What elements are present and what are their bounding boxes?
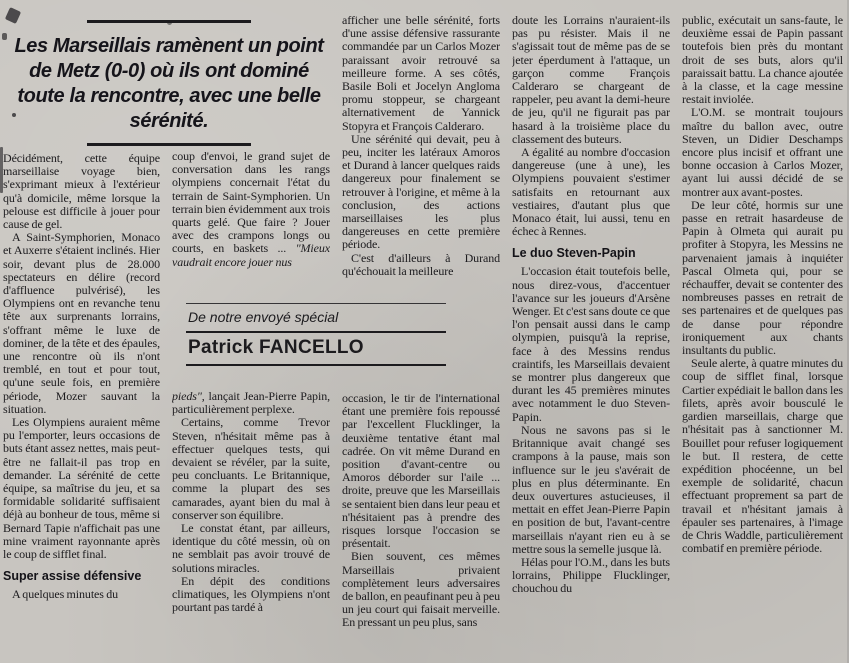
column-5	[682, 14, 843, 660]
paragraph: Nous ne savons pas si le Britannique avait changé ses crampons à la pause, mais son influence sur le jeu s'avérait de plus en plus déterminante. En deux ouvertures astucieuses, il mettait en effet Jean-Pierre Papin en position de but, l'avant-centre marseillais n'ayant rien eu à se mettre sous la semelle jusque là.	[512, 422, 670, 556]
column-4	[512, 14, 670, 660]
paragraph: A quelques minutes du	[12, 587, 119, 602]
paragraph-text: coup d'envoi, le grand sujet de conversation dans les rangs olympiens concernait l'état du terrain de Saint-Symphorien. Un terrain bien évidemment aux trois quarts gelé. Que faire ? Jouer avec des crampons longs ou courts, en baskets ...	[172, 150, 330, 256]
paragraph	[172, 390, 330, 416]
paragraph-text: lançait Jean-Pierre Papin, particulièrement perplexe.	[172, 390, 330, 417]
quote-italic: "Mieux vaudrait encore jouer nus	[172, 241, 330, 269]
paragraph: Décidément, cette équipe marseillaise voyage bien, s'exprimant mieux à l'extérieur qu'à domicile, même lorsque la pelouse est difficile à jouer pour cause de gel.	[3, 152, 160, 232]
paragraph: De leur côté, hormis sur une passe en retrait hasardeuse de Papin à Olmeta qui aurait pu profiter à Stopyra, les Messins ne parvenaient jamais à inquiéter Pascal Olmeta qui, pour se réchauffer, devait se contenter des nombreuses passes en retrait de ses partenaires et de quelques pas de danse pour répondre ironiquement aux chants insultants du public.	[682, 197, 843, 358]
paragraph: En dépit des conditions climatiques, les Olympiens n'ont pourtant pas tardé à	[172, 573, 330, 615]
subhead-le-duo-steven-papin: Le duo Steven-Papin	[512, 246, 636, 261]
paragraph: Certains, comme Trevor Steven, n'hésitait même pas à effectuer quelques tests, qui devaient se révéler, par la suite, peu concluants. Le Britannique, comme la plupart des ses camarades, ayant bien du mal à conserver son équilibre.	[172, 415, 330, 522]
paragraph: Hélas pour l'O.M., dans les buts lorrains, Philippe Flucklinger, chouchou du	[512, 554, 670, 596]
paragraph: Une sérénité qui devait, peu à peu, inciter les latéraux Amoros et Durand à lancer quelques raids dangereux pour finalement se retrouver à l'origine, et même à la conclusion, des actions marseillaises les plus dangereuses en cette première période.	[342, 131, 500, 252]
headline-rule-top	[87, 20, 251, 23]
column-2-upper	[172, 150, 330, 302]
paragraph: L'O.M. se montrait toujours maître du ballon avec, outre Steven, un Didier Deschamps encore plus incisif et offrant une bonne occasion à Carlos Mozer, ayant lui aussi décidé de se montrer aux avant-postes.	[682, 105, 843, 199]
byline-kicker: De notre envoyé spécial	[188, 309, 339, 325]
paragraph: occasion, le tir de l'international étant une première fois repoussé par l'excellent Flucklinger, la deuxième tentative étant mal cadrée. On vit même Durand en position d'avant-centre ou Amoros déborder sur l'aile ... droite, preuve que les Marseillais se sentaient bien dans leur peau et n'hésitaient pas à prendre des risques lorsque l'occasion se présentait.	[342, 392, 500, 551]
headline: Les Marseillais ramènent un point de Metz (0-0) où ils ont dominé toute la rencontre, avec une belle sérénité.	[14, 35, 324, 132]
column-3-upper	[342, 14, 500, 304]
paragraph: doute les Lorrains n'auraient-ils pas pu résister. Mais il ne s'agissait tout de même pas de se jeter éperdument à l'attaque, un garçon comme François Calderaro se chargeant de rappeler, peu avant la demi-heure de jeu, qu'il ne figurait pas par hasard à la troisième place du classement des buteurs.	[512, 14, 670, 146]
paragraph: Seule alerte, à quatre minutes du coup de sifflet final, lorsque Cartier expédiait le ballon dans les filets, après avoir bousculé le gardien marseillais, charge que n'hésitait pas à sanctionner M. Bouillet pour refuser logiquement le but. Il restera, de cette expédition phocéenne, un bel exemple de solidarité, chacun effectuant proprement sa part de travail et n'hésitant jamais à épauler ses partenaires, à l'image de Chris Waddle, particulièrement combatif en première période.	[682, 356, 843, 556]
paragraph: public, exécutait un sans-faute, le deuxième essai de Papin passant toutefois bien près du montant droit de ses buts, alors qu'il paraissait battu. La chance ajoutée à la classe, et la cage messine restait inviolée.	[682, 14, 843, 107]
paragraph: afficher une belle sérénité, forts d'une assise défensive rassurante commandée par un Carlos Mozer paraissant avoir retrouvé sa meilleure forme. A ses côtés, Basile Boli et Jocelyn Angloma promu stoppeur, se chargeant alternativement de Yannick Stopyra et François Calderaro.	[342, 14, 500, 133]
paragraph: C'est d'ailleurs à Durand qu'échouait la meilleure	[342, 250, 500, 278]
paragraph: A Saint-Symphorien, Monaco et Auxerre s'étaient inclinés. Hier soir, devant plus de 28.000 spectateurs en délire (record d'affluence pulvérisé), les Olympiens ont en revanche tenu tête aux surprenants lorrains, s'offrant même le luxe de dominer, de la tête et des épaules, une rencontre où ils n'ont tremblé, en tout et pour tout, qu'une seule fois, en première période, Mozer sauvant la situation.	[3, 230, 160, 416]
paragraph	[172, 150, 330, 269]
paragraph: Les Olympiens auraient même pu l'emporter, leurs occasions de buts étant assez nettes, mais peut-être ne fallait-il pas trop en demander. La sérénité de cette équipe, sa maîtrise du jeu, et sa formidable solidarité suffisaient déjà au bonheur de tous, même si Bernard Tapie n'affichait pas une mine vraiment rayonnante après le coup de sifflet final.	[3, 415, 160, 562]
byline-author: Patrick FANCELLO	[188, 337, 364, 358]
paragraph: A égalité au nombre d'occasion dangereuse (une à une), les Olympiens pouvaient s'estimer satisfaits en retournant aux vestiaires, d'autant plus que Monaco était, lui aussi, tenu en échec à Rennes.	[512, 145, 670, 239]
subhead-super-assise-defensive: Super assise défensive	[3, 569, 142, 584]
byline-box	[186, 303, 446, 366]
byline-rule-bottom	[186, 364, 446, 366]
paragraph: Le constat étant, par ailleurs, identique du côté messin, où on ne semblait pas avoir trouvé de solutions miracles.	[172, 521, 330, 575]
quote-italic: pieds",	[172, 390, 205, 403]
headline-box	[4, 20, 334, 146]
headline-rule-bottom	[87, 143, 251, 146]
column-3-lower	[342, 392, 500, 660]
column-2-lower	[172, 390, 330, 660]
paragraph: L'occasion était toutefois belle, nous direz-vous, d'accentuer l'avance sur les joueurs d'Arsène Wenger. Et c'est sans doute ce que l'on pensait aussi dans le camp olympien, puisqu'à la reprise, face à des Messins rendus craintifs, les Marseillais devaient se montrer plus dangereux que durant les 45 premières minutes avec notamment le duo Steven-Papin.	[512, 264, 670, 424]
column-1	[3, 152, 160, 660]
paragraph: Bien souvent, ces mêmes Marseillais privaient complètement leurs adversaires de ballon, en peaufinant peu à peu un jeu court qui faisait merveille. En pressant un peu plus, sans	[342, 549, 500, 630]
